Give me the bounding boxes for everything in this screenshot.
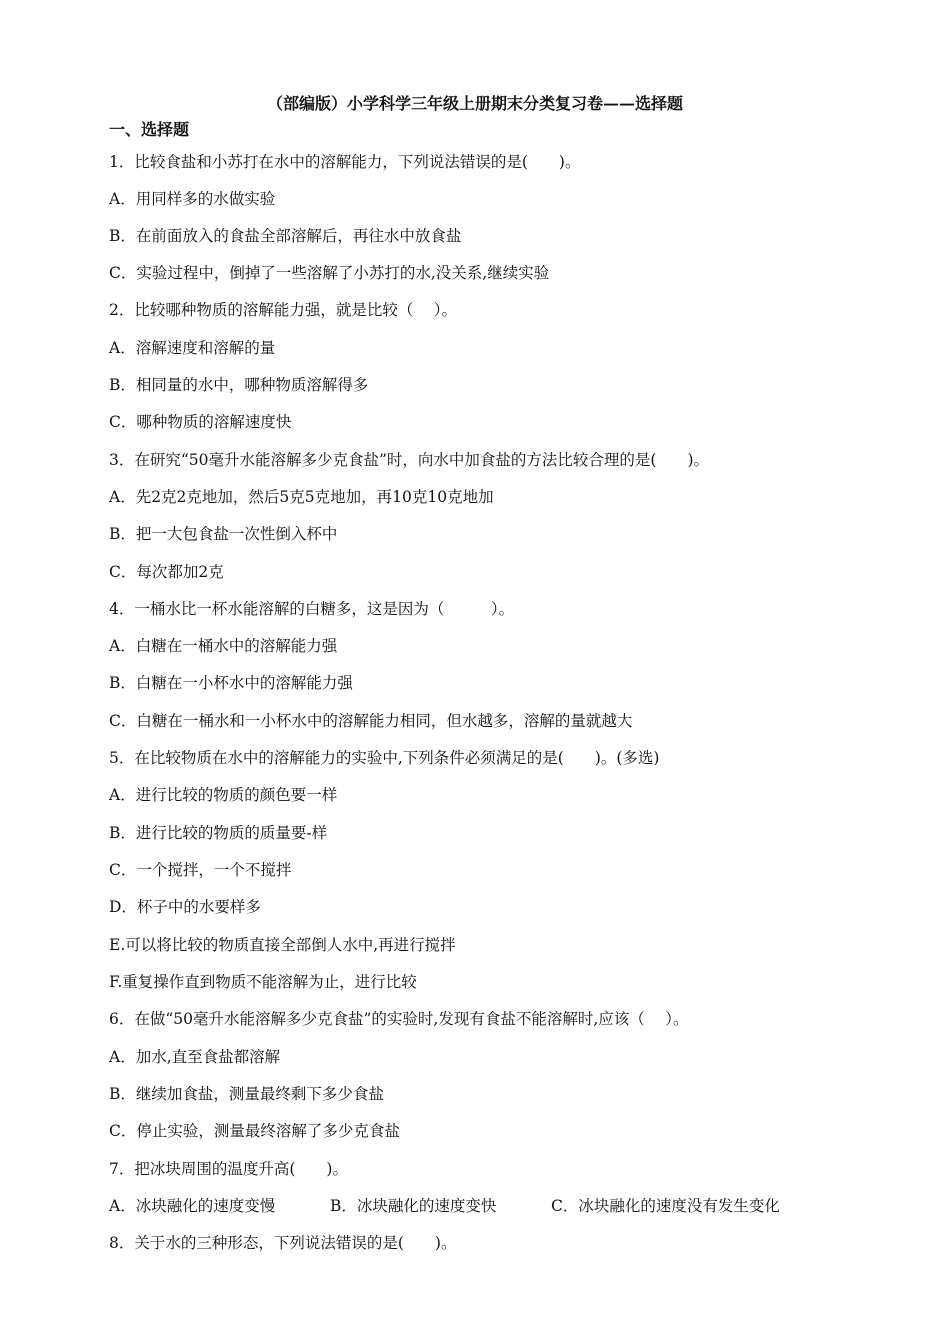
option-line: C．每次都加2克	[109, 563, 224, 581]
option-line: E.可以将比较的物质直接全部倒人水中,再进行搅拌	[109, 936, 456, 954]
option-line: B．相同量的水中，哪种物质溶解得多	[109, 376, 369, 394]
option-line: B．在前面放入的食盐全部溶解后，再往水中放食盐	[109, 227, 462, 245]
question-line: 7．把冰块周围的温度升高( )。	[109, 1160, 348, 1178]
option-line: A．加水,直至食盐都溶解	[109, 1048, 281, 1066]
option-b: B．冰块融化的速度变快	[330, 1197, 497, 1215]
option-line: C．停止实验，测量最终溶解了多少克食盐	[109, 1122, 400, 1140]
option-a: A．冰块融化的速度变慢	[109, 1197, 276, 1215]
option-line: A．先2克2克地加，然后5克5克地加，再10克10克地加	[109, 488, 494, 506]
question-line: 8．关于水的三种形态，下列说法错误的是( )。	[109, 1234, 457, 1252]
option-line: D．杯子中的水要样多	[109, 898, 261, 916]
question-line: 5．在比较物质在水中的溶解能力的实验中,下列条件必须满足的是( )。(多选)	[109, 749, 660, 767]
document-title: （部编版）小学科学三年级上册期末分类复习卷——选择题	[266, 94, 683, 113]
question-line: 1．比较食盐和小苏打在水中的溶解能力，下列说法错误的是( )。	[109, 153, 581, 171]
option-line: B．进行比较的物质的质量要-样	[109, 824, 328, 842]
option-line: A．白糖在一桶水中的溶解能力强	[109, 637, 338, 655]
option-line: B．白糖在一小杯水中的溶解能力强	[109, 674, 353, 692]
option-c: C．冰块融化的速度没有发生变化	[551, 1197, 780, 1215]
option-line: F.重复操作直到物质不能溶解为止，进行比较	[109, 973, 417, 991]
option-line: B．把一大包食盐一次性倒入杯中	[109, 525, 338, 543]
option-line: B．继续加食盐，测量最终剩下多少食盐	[109, 1085, 384, 1103]
option-line: A．用同样多的水做实验	[109, 190, 276, 208]
section-heading: 一、选择题	[109, 120, 190, 139]
option-line: A．溶解速度和溶解的量	[109, 339, 276, 357]
option-line: C．白糖在一桶水和一小杯水中的溶解能力相同，但水越多，溶解的量就越大	[109, 712, 633, 730]
question-line: 3．在研究“50毫升水能溶解多少克食盐”时，向水中加食盐的方法比较合理的是( )。	[109, 451, 710, 469]
question-line: 6．在做“50毫升水能溶解多少克食盐”的实验时,发现有食盐不能溶解时,应该（ ）。	[109, 1010, 689, 1028]
option-line: C．实验过程中，倒掉了一些溶解了小苏打的水,没关系,继续实验	[109, 264, 550, 282]
question-line: 2．比较哪种物质的溶解能力强，就是比较（ ）。	[109, 301, 458, 319]
option-line: A．进行比较的物质的颜色要一样	[109, 786, 338, 804]
option-line: C．哪种物质的溶解速度快	[109, 413, 292, 431]
question-line: 4．一桶水比一杯水能溶解的白糖多，这是因为（ ）。	[109, 600, 515, 618]
option-line: C．一个搅拌，一个不搅拌	[109, 861, 292, 879]
